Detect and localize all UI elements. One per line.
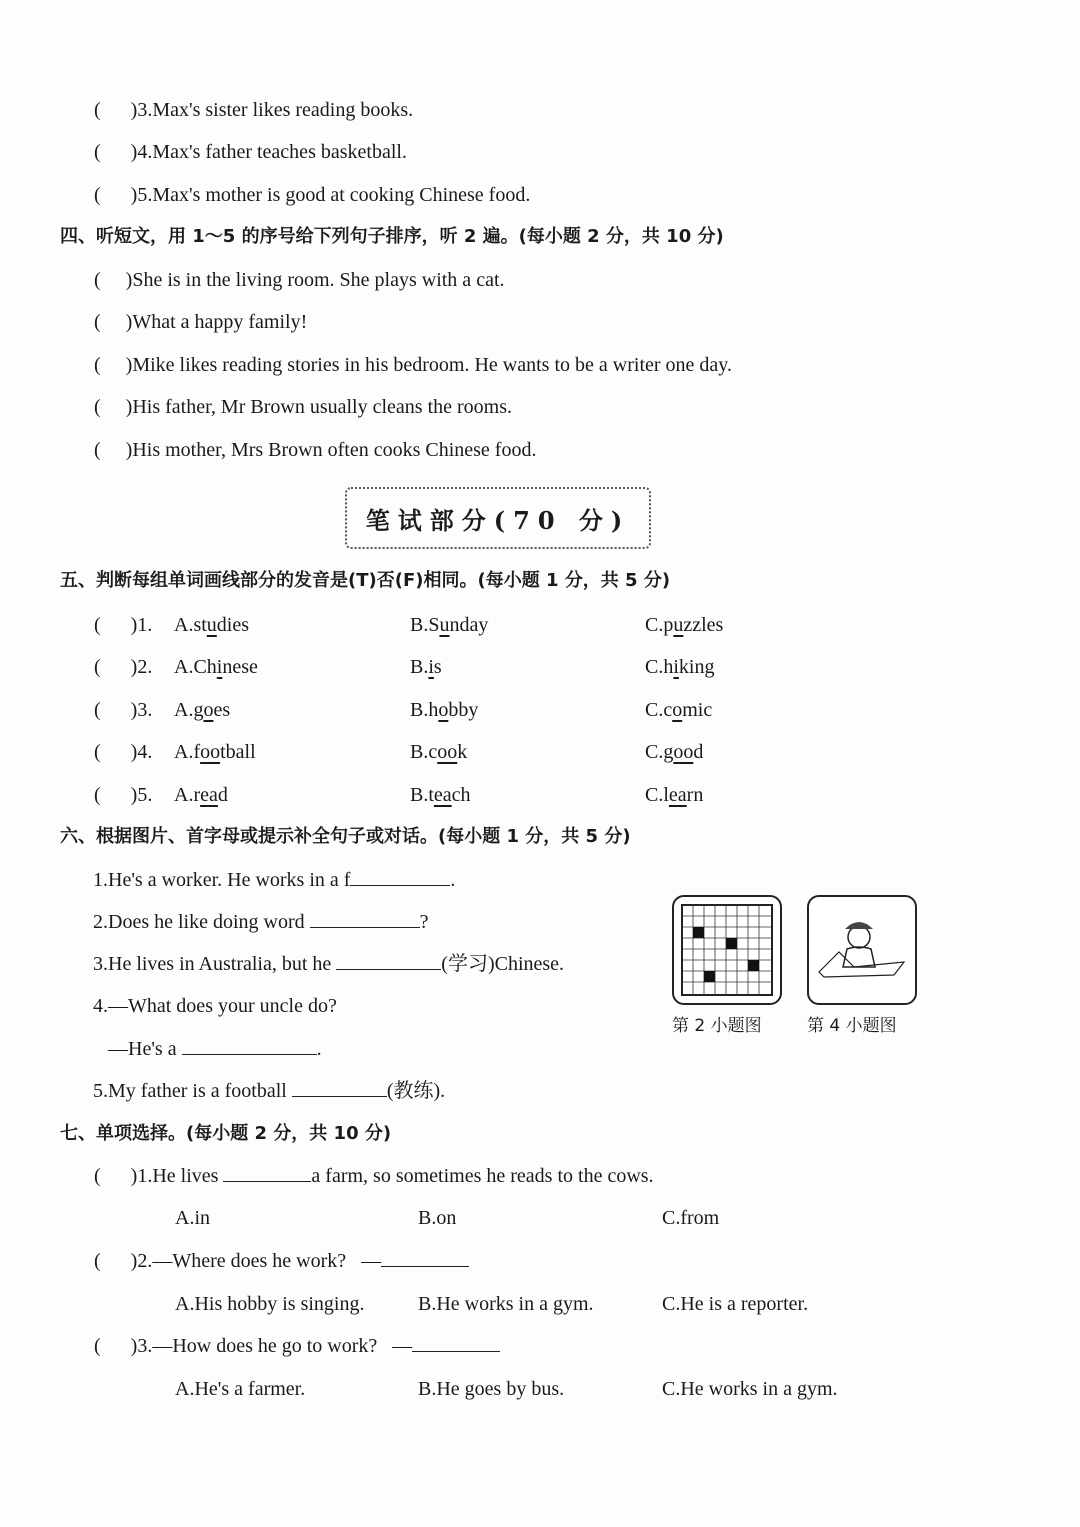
word-part: C.l [645, 784, 669, 806]
word-option-a [174, 654, 258, 680]
word-option-b [410, 739, 467, 765]
word-option-c [645, 782, 703, 808]
word-part: A.st [174, 614, 207, 636]
word-part: k [457, 741, 468, 763]
word-part: B.c [410, 741, 438, 763]
answer-blank[interactable] [223, 1163, 311, 1182]
word-option-b [410, 782, 471, 808]
option: C.He is a reporter. [662, 1293, 809, 1315]
option: C.from [662, 1207, 720, 1229]
word-part: C.h [645, 656, 674, 678]
section-4-title: 四、听短文，用 1～5 的序号给下列句子排序，听 2 遍。(每小题 2 分，共 10 分) [60, 226, 724, 247]
option: A.He's a farmer. [175, 1378, 306, 1400]
word-option-c [645, 697, 712, 723]
word-option-b [410, 612, 488, 638]
underlined-letters: ea [433, 784, 452, 806]
underlined-letters: i [216, 656, 223, 678]
word-part: A.r [174, 784, 201, 806]
reporter-cartoon-image [807, 895, 917, 1005]
underlined-letters: i [428, 656, 434, 678]
word-part: d [217, 784, 228, 806]
underlined-letters: u [673, 614, 684, 636]
word-option-c [645, 654, 714, 680]
word-option-a [174, 782, 228, 808]
image-caption: 第 4 小题图 [807, 1016, 897, 1036]
question-number: ( )3. [94, 699, 153, 721]
word-option-a [174, 739, 256, 765]
underlined-letters: u [439, 614, 450, 636]
underlined-letters: o [438, 699, 449, 721]
underlined-letters: oo [200, 741, 221, 763]
word-part: zzles [683, 614, 724, 636]
fill-question-1: 1.He's a worker. He works in a f . [93, 869, 456, 891]
answer-blank[interactable] [350, 867, 450, 886]
answer-blank[interactable] [310, 909, 420, 928]
list-item: ( )Mike likes reading stories in his bedroom. He wants to be a writer one day. [94, 354, 732, 376]
fill-question-4: 4.—What does your uncle do? [93, 995, 337, 1017]
word-part: s [433, 656, 442, 678]
word-part: A.f [174, 741, 201, 763]
word-part: dies [216, 614, 250, 636]
option: A.in [175, 1207, 210, 1229]
underlined-letters: oo [673, 741, 694, 763]
word-part: B.S [410, 614, 440, 636]
word-part: A.Ch [174, 656, 217, 678]
fill-question-2: 2.Does he like doing word ? [93, 911, 429, 933]
image-caption: 第 2 小题图 [672, 1016, 762, 1036]
option: B.on [418, 1207, 457, 1229]
fill-question-4-answer: —He's a . [108, 1038, 322, 1060]
choice-question-1: ( )1.He lives a farm, so sometimes he reads to the cows. [94, 1165, 654, 1187]
underlined-letters: ea [668, 784, 687, 806]
question-4: ( )4.Max's father teaches basketball. [94, 141, 407, 163]
word-part: mic [682, 699, 713, 721]
word-part: B.t [410, 784, 434, 806]
word-part: nese [222, 656, 258, 678]
word-option-c [645, 739, 703, 765]
underlined-letters: oo [437, 741, 458, 763]
choice-question-2: ( )2.—Where does he work? — [94, 1248, 469, 1274]
choice-question-3: ( )3.—How does he go to work? — [94, 1333, 500, 1359]
word-part: d [693, 741, 704, 763]
underlined-letters: u [206, 614, 217, 636]
section-5-title: 五、判断每组单词画线部分的发音是(T)否(F)相同。(每小题 1 分，共 5 分) [60, 570, 671, 591]
word-part: bby [448, 699, 479, 721]
fill-question-3: 3.He lives in Australia, but he (学习)Chinese. [93, 953, 565, 975]
word-option-b [410, 654, 442, 680]
list-item: ( )His father, Mr Brown usually cleans the rooms. [94, 396, 512, 418]
answer-blank[interactable] [292, 1078, 387, 1097]
word-part: king [678, 656, 715, 678]
question-5: ( )5.Max's mother is good at cooking Chinese food. [94, 184, 531, 206]
question-number: ( )4. [94, 741, 153, 763]
word-option-c [645, 612, 723, 638]
word-part: C.c [645, 699, 673, 721]
word-option-a [174, 697, 230, 723]
written-part-banner: 笔试部分(70 分) [345, 487, 651, 549]
underlined-letters: o [203, 699, 214, 721]
word-part: C.g [645, 741, 674, 763]
word-option-b [410, 697, 478, 723]
word-option-a [174, 612, 249, 638]
option: A.His hobby is singing. [175, 1293, 365, 1315]
underlined-letters: o [672, 699, 683, 721]
fill-question-5: 5.My father is a football (教练). [93, 1080, 446, 1102]
list-item: ( )She is in the living room. She plays with a cat. [94, 269, 505, 291]
word-part: rn [686, 784, 704, 806]
word-part: tball [220, 741, 256, 763]
option: B.He goes by bus. [418, 1378, 565, 1400]
answer-blank[interactable] [381, 1248, 469, 1267]
question-number: ( )1. [94, 614, 153, 636]
word-puzzle-image [672, 895, 782, 1005]
word-part: es [213, 699, 231, 721]
list-item: ( )His mother, Mrs Brown often cooks Chinese food. [94, 439, 537, 461]
question-number: ( )5. [94, 784, 153, 806]
word-part: nday [449, 614, 489, 636]
section-6-title: 六、根据图片、首字母或提示补全句子或对话。(每小题 1 分，共 5 分) [60, 826, 631, 847]
answer-blank[interactable] [412, 1333, 500, 1352]
section-7-title: 七、单项选择。(每小题 2 分，共 10 分) [60, 1123, 392, 1144]
question-3: ( )3.Max's sister likes reading books. [94, 99, 414, 121]
option: C.He works in a gym. [662, 1378, 838, 1400]
word-part: C.p [645, 614, 674, 636]
question-number: ( )2. [94, 656, 153, 678]
option: B.He works in a gym. [418, 1293, 594, 1315]
underlined-letters: i [673, 656, 679, 678]
word-part: ch [451, 784, 471, 806]
answer-blank[interactable] [336, 951, 441, 970]
answer-blank[interactable] [182, 1036, 317, 1055]
underlined-letters: ea [200, 784, 218, 806]
list-item: ( )What a happy family! [94, 311, 308, 333]
word-part: B. [410, 656, 429, 678]
word-part: B.h [410, 699, 439, 721]
word-part: A.g [174, 699, 204, 721]
